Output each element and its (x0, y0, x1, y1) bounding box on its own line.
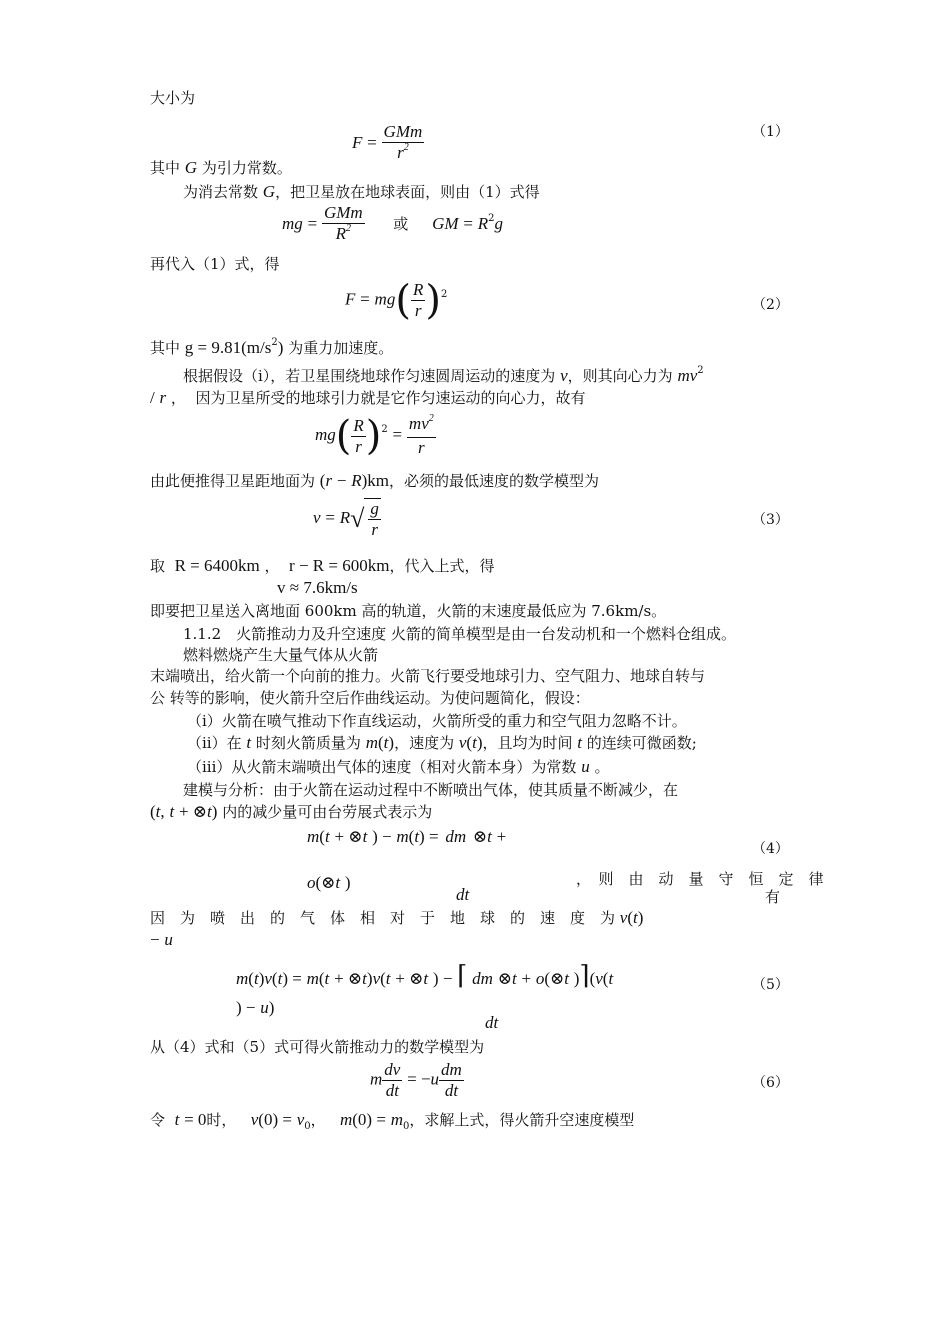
eq-number-6: （6） (752, 1075, 789, 1091)
text-line: (t, t + ⊗t) 内的减少量可由台劳展式表示为 (150, 802, 433, 821)
text-line: 即要把卫星送入离地面 600km 高的轨道，火箭的末速度最低应为 7.6km/s。 (150, 602, 667, 620)
eq-number-3: （3） (752, 512, 789, 528)
text-line: / r ， 因为卫星所受的地球引力就是它作匀速运动的向心力，故有 (150, 388, 586, 407)
text-line: 再代入（1）式，得 (150, 255, 280, 273)
eq-number-2: （2） (752, 297, 789, 313)
text-line: 公 转等的影响，使火箭升空后作曲线运动。为使问题简化，假设： (150, 689, 590, 707)
text-line: 由此便推得卫星距地面为 (r − R)km，必须的最低速度的数学模型为 (150, 471, 600, 490)
text-line: 从（4）式和（5）式可得火箭推动力的数学模型为 (150, 1038, 485, 1056)
text-line: 大小为 (150, 89, 196, 107)
equation-3: v = R√ $\frac{g}{r}$ (313, 499, 379, 539)
assumption-1: （i）火箭在喷气推动下作直线运动，火箭所受的重力和空气阻力忽略不计。 (187, 712, 687, 730)
text-line: 令 t = 0时， $v(0) = v_0$， $m(0) = m_0$，求解上式，得火箭升空速度模型 (150, 1110, 635, 1132)
equation-4: m(t + ⊗t ) − m(t) = dm ⊗t + (307, 827, 507, 846)
text-line: 因 为 喷 出 的 气 体 相 对 于 地 球 的 速 度 为 v(t) (150, 908, 644, 927)
text-line: 有 (765, 888, 781, 906)
equation-5: m(t)v(t) = m(t + ⊗t)v(t + ⊗t ) − ⌈ dm ⊗t + o(⊗t )⌉(v(t (236, 961, 614, 990)
eq-number-4: （4） (752, 841, 789, 857)
equation-balance: mg( $\frac{R}{r}$ )$^2$ = $\frac{mv^2}{r}$ (315, 413, 434, 459)
text-line: 末端喷出，给火箭一个向前的推力。火箭飞行要受地球引力、空气阻力、地球自转与 (150, 667, 706, 685)
equation-1: F = $\frac{\text{GMm}}{r^2}$ (352, 122, 423, 162)
text-line: − u (150, 930, 173, 949)
text-line: 取 R = 6400km ， r − R = 600km，代入上式，得 (150, 556, 495, 575)
text-line: 其中 $g = 9.81(m/s^2)$ 为重力加速度。 (150, 337, 394, 357)
assumption-2: （ii）在 t 时刻火箭质量为 m(t)，速度为 v(t)，且均为时间 t 的连续可微函数; (187, 733, 697, 752)
text-line: 为消去常数 G，把卫星放在地球表面，则由（1）式得 (183, 182, 540, 201)
equation-5-denominator: dt (485, 1013, 499, 1032)
equation-4-denominator: dt (456, 885, 470, 904)
result-velocity: v ≈ 7.6km/s (277, 578, 358, 597)
section-heading: 1.1.2 火箭推动力及升空速度 火箭的简单模型是由一台发动机和一个燃料仓组成。 (183, 625, 736, 643)
equation-5-tail: ) − u) (236, 998, 275, 1017)
equation-2: F = mg( $\frac{R}{r}$ )$^2$ (345, 277, 448, 324)
equation-4-tail: o(⊗t ) (307, 873, 351, 892)
text-line: 其中 G 为引力常数。 (150, 158, 292, 177)
text-line: 建模与分析：由于火箭在运动过程中不断喷出气体，使其质量不断减少，在 (183, 781, 679, 799)
eq-number-1: （1） (752, 124, 789, 140)
text-line: 燃料燃烧产生大量气体从火箭 (183, 646, 379, 664)
equation-6: m $\frac{dv}{dt}$ = −u $\frac{dm}{dt}$ (370, 1060, 462, 1100)
equation-surface: mg = $\frac{\text{GMm}}{R^2}$ 或 GM = $R^2g$ (282, 203, 503, 243)
text-line: 根据假设（i），若卫星围绕地球作匀速圆周运动的速度为 v，则其向心力为 $mv^2$ (183, 365, 704, 385)
text-line: ， 则 由 动 量 守 恒 定 律 (576, 870, 824, 888)
eq-number-5: （5） (752, 977, 789, 993)
assumption-3: （iii）从火箭末端喷出气体的速度（相对火箭本身）为常数 u 。 (187, 757, 610, 776)
